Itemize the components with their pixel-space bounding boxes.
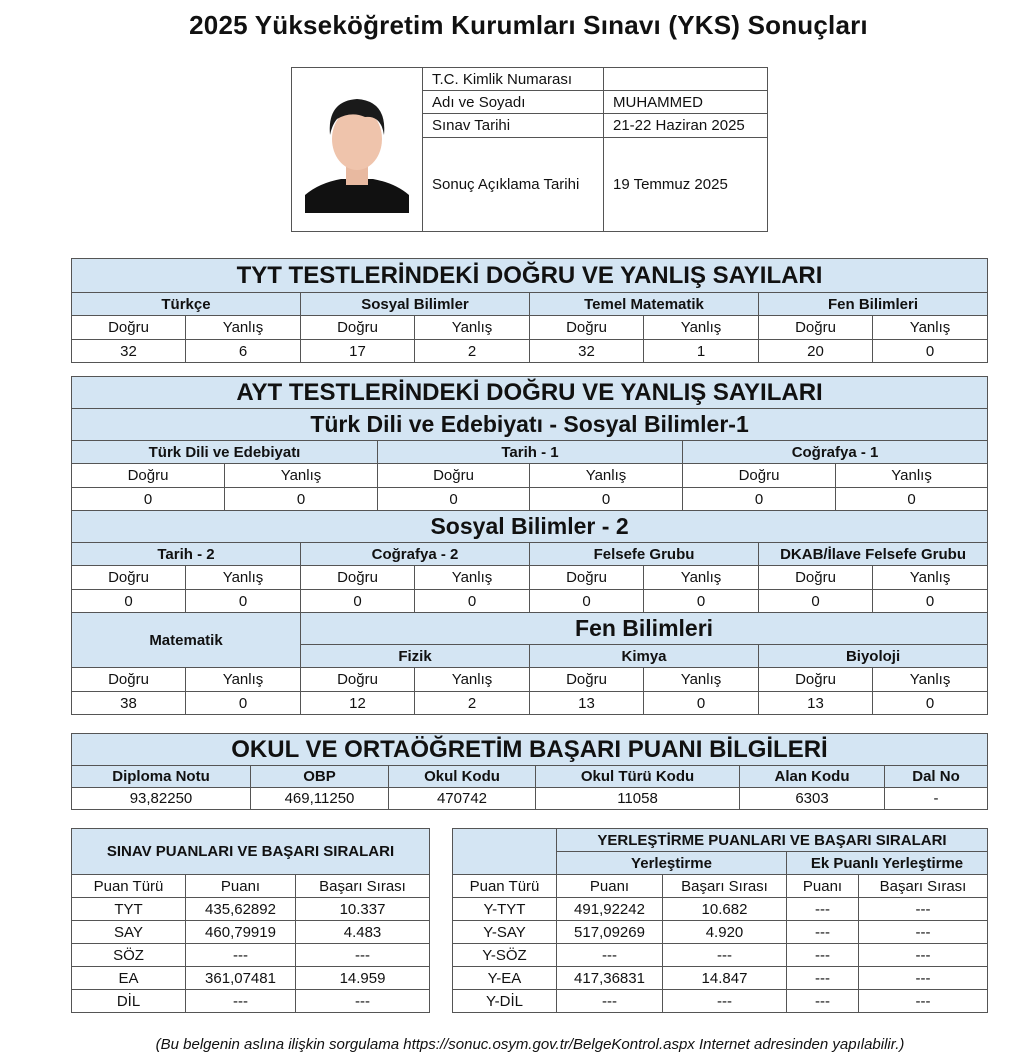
obp-value-okul-turu: 11058 [536,788,740,810]
ayt-subject-fizik: Fizik [301,645,530,668]
exam-row-type: SAY [72,921,186,944]
placement-row-ek-score: --- [787,990,859,1013]
obp-value-obp: 469,11250 [251,788,389,810]
placement-title: YERLEŞTİRME PUANLARI VE BAŞARI SIRALARI [557,829,988,852]
ayt-subject-matematik: Matematik [72,613,301,668]
placement-row-ek-rank: --- [859,898,988,921]
ayt-fen-title: Fen Bilimleri [301,613,988,645]
placement-row-type: Y-EA [453,967,557,990]
ayt-dogru-label: Doğru [72,464,225,488]
ayt-edebiyat-yanlis: 0 [225,488,378,511]
ayt-subject-tarih1: Tarih - 1 [378,441,683,464]
obp-value-alan-kodu: 6303 [740,788,885,810]
ayt-felsefe-yanlis: 0 [644,590,759,613]
placement-row-rank: --- [663,990,787,1013]
ayt-kimya-yanlis: 0 [644,692,759,715]
tyt-table [71,258,988,363]
ayt-yanlis-label: Yanlış [873,566,988,590]
tyt-fen-dogru: 20 [759,340,873,363]
placement-group-ek-puanli: Ek Puanlı Yerleştirme [787,852,988,875]
ayt-tarih2-dogru: 0 [72,590,186,613]
ayt-biyoloji-dogru: 13 [759,692,873,715]
tyt-title: TYT TESTLERİNDEKİ DOĞRU VE YANLIŞ SAYILARI [72,259,988,293]
placement-row-score: 517,09269 [557,921,663,944]
page-title: 2025 Yükseköğretim Kurumları Sınavı (YKS) Sonuçları [189,10,868,40]
exam-row-score: --- [186,990,296,1013]
placement-row-ek-rank: --- [859,967,988,990]
placement-corner [453,829,557,875]
ayt-subject-kimya: Kimya [530,645,759,668]
placement-row-score: --- [557,944,663,967]
ayt-yanlis-label: Yanlış [530,464,683,488]
verification-footer: (Bu belgenin aslına ilişkin sorgulama https://sonuc.osym.gov.tr/BelgeKontrol.aspx Internet adresinden yapılabilir.) [155,1036,905,1053]
ayt-dogru-label: Doğru [301,668,415,692]
placement-row-rank: --- [663,944,787,967]
obp-header-obp: OBP [251,766,389,788]
ayt-subject-felsefe: Felsefe Grubu [530,543,759,566]
exam-header-basari: Başarı Sırası [296,875,430,898]
tyt-yanlis-label: Yanlış [873,316,988,340]
exam-row-score: 460,79919 [186,921,296,944]
tyt-sosyal-dogru: 17 [301,340,415,363]
info-label-exam-date: Sınav Tarihi [423,114,604,138]
ayt-fizik-dogru: 12 [301,692,415,715]
candidate-photo-icon [305,83,409,213]
obp-title: OKUL VE ORTAÖĞRETİM BAŞARI PUANI BİLGİLERİ [72,734,988,766]
info-value-exam-date: 21-22 Haziran 2025 [604,114,768,138]
ayt-edebiyat-dogru: 0 [72,488,225,511]
obp-header-diploma: Diploma Notu [72,766,251,788]
exam-row-rank: 14.959 [296,967,430,990]
placement-row-score: --- [557,990,663,1013]
tyt-yanlis-label: Yanlış [186,316,301,340]
ayt-fizik-yanlis: 2 [415,692,530,715]
placement-row-ek-score: --- [787,921,859,944]
info-value-name: MUHAMMED [604,91,768,114]
info-label-result-date: Sonuç Açıklama Tarihi [423,138,604,232]
exam-row-score: 361,07481 [186,967,296,990]
exam-row-rank: --- [296,944,430,967]
ayt-dogru-label: Doğru [759,566,873,590]
exam-scores-title: SINAV PUANLARI VE BAŞARI SIRALARI [72,829,430,875]
exam-row-rank: 10.337 [296,898,430,921]
ayt-yanlis-label: Yanlış [225,464,378,488]
placement-scores-table [452,828,988,1013]
placement-row-type: Y-DİL [453,990,557,1013]
ayt-subject-biyoloji: Biyoloji [759,645,988,668]
ayt-subject-cografya2: Coğrafya - 2 [301,543,530,566]
ayt-dogru-label: Doğru [72,566,186,590]
exam-row-rank: --- [296,990,430,1013]
placement-row-ek-rank: --- [859,944,988,967]
placement-row-rank: 14.847 [663,967,787,990]
placement-row-type: Y-SAY [453,921,557,944]
exam-row-score: --- [186,944,296,967]
placement-group-yerlestirme: Yerleştirme [557,852,787,875]
placement-row-type: Y-TYT [453,898,557,921]
ayt-yanlis-label: Yanlış [644,668,759,692]
ayt-biyoloji-yanlis: 0 [873,692,988,715]
ayt-dogru-label: Doğru [301,566,415,590]
obp-value-diploma: 93,82250 [72,788,251,810]
ayt-yanlis-label: Yanlış [415,566,530,590]
exam-row-type: DİL [72,990,186,1013]
ayt-yanlis-label: Yanlış [186,566,301,590]
tyt-turkce-yanlis: 6 [186,340,301,363]
tyt-dogru-label: Doğru [759,316,873,340]
ayt-tarih2-yanlis: 0 [186,590,301,613]
tyt-yanlis-label: Yanlış [415,316,530,340]
tyt-matematik-dogru: 32 [530,340,644,363]
placement-header-basari: Başarı Sırası [663,875,787,898]
info-value-tc [604,68,768,91]
ayt-cografya2-dogru: 0 [301,590,415,613]
obp-header-okul-turu: Okul Türü Kodu [536,766,740,788]
obp-table [71,733,988,810]
ayt-subject-cografya1: Coğrafya - 1 [683,441,988,464]
placement-row-ek-score: --- [787,967,859,990]
ayt-cografya2-yanlis: 0 [415,590,530,613]
tyt-subject-matematik: Temel Matematik [530,293,759,316]
info-label-tc: T.C. Kimlik Numarası [423,68,604,91]
info-label-name: Adı ve Soyadı [423,91,604,114]
tyt-subject-sosyal: Sosyal Bilimler [301,293,530,316]
obp-header-okul-kodu: Okul Kodu [389,766,536,788]
tyt-dogru-label: Doğru [530,316,644,340]
exam-row-score: 435,62892 [186,898,296,921]
placement-row-ek-score: --- [787,898,859,921]
obp-header-alan-kodu: Alan Kodu [740,766,885,788]
placement-row-ek-rank: --- [859,921,988,944]
exam-row-type: SÖZ [72,944,186,967]
ayt-dkab-yanlis: 0 [873,590,988,613]
placement-row-type: Y-SÖZ [453,944,557,967]
placement-header-puan-turu: Puan Türü [453,875,557,898]
ayt-cografya1-dogru: 0 [683,488,836,511]
obp-header-dal-no: Dal No [885,766,988,788]
placement-row-score: 491,92242 [557,898,663,921]
ayt-yanlis-label: Yanlış [873,668,988,692]
ayt-section2-title: Sosyal Bilimler - 2 [72,511,988,543]
obp-value-okul-kodu: 470742 [389,788,536,810]
placement-row-ek-score: --- [787,944,859,967]
placement-header-ek-basari: Başarı Sırası [859,875,988,898]
placement-row-score: 417,36831 [557,967,663,990]
tyt-fen-yanlis: 0 [873,340,988,363]
ayt-yanlis-label: Yanlış [186,668,301,692]
tyt-dogru-label: Doğru [301,316,415,340]
ayt-tarih1-yanlis: 0 [530,488,683,511]
ayt-dogru-label: Doğru [759,668,873,692]
ayt-dogru-label: Doğru [72,668,186,692]
ayt-yanlis-label: Yanlış [644,566,759,590]
obp-value-dal-no: - [885,788,988,810]
ayt-dogru-label: Doğru [530,668,644,692]
exam-row-type: EA [72,967,186,990]
ayt-tarih1-dogru: 0 [378,488,530,511]
ayt-title: AYT TESTLERİNDEKİ DOĞRU VE YANLIŞ SAYILARI [72,377,988,409]
ayt-felsefe-dogru: 0 [530,590,644,613]
placement-row-rank: 10.682 [663,898,787,921]
tyt-dogru-label: Doğru [72,316,186,340]
ayt-subject-edebiyat: Türk Dili ve Edebiyatı [72,441,378,464]
exam-header-puani: Puanı [186,875,296,898]
candidate-photo [292,68,423,232]
ayt-subject-tarih2: Tarih - 2 [72,543,301,566]
ayt-table [71,376,988,715]
candidate-info-table [291,67,768,232]
ayt-cografya1-yanlis: 0 [836,488,988,511]
tyt-yanlis-label: Yanlış [644,316,759,340]
placement-row-ek-rank: --- [859,990,988,1013]
ayt-subject-dkab: DKAB/İlave Felsefe Grubu [759,543,988,566]
ayt-matematik-dogru: 38 [72,692,186,715]
exam-row-type: TYT [72,898,186,921]
placement-header-puani: Puanı [557,875,663,898]
ayt-dogru-label: Doğru [530,566,644,590]
tyt-turkce-dogru: 32 [72,340,186,363]
ayt-matematik-yanlis: 0 [186,692,301,715]
exam-row-rank: 4.483 [296,921,430,944]
tyt-sosyal-yanlis: 2 [415,340,530,363]
ayt-yanlis-label: Yanlış [836,464,988,488]
tyt-subject-turkce: Türkçe [72,293,301,316]
tyt-matematik-yanlis: 1 [644,340,759,363]
exam-scores-table [71,828,430,1013]
exam-header-puan-turu: Puan Türü [72,875,186,898]
info-value-result-date: 19 Temmuz 2025 [604,138,768,232]
placement-row-rank: 4.920 [663,921,787,944]
ayt-dogru-label: Doğru [683,464,836,488]
ayt-dkab-dogru: 0 [759,590,873,613]
ayt-section1-title: Türk Dili ve Edebiyatı - Sosyal Bilimler-1 [72,409,988,441]
ayt-dogru-label: Doğru [378,464,530,488]
ayt-yanlis-label: Yanlış [415,668,530,692]
ayt-kimya-dogru: 13 [530,692,644,715]
tyt-subject-fen: Fen Bilimleri [759,293,988,316]
placement-header-ek-puani: Puanı [787,875,859,898]
